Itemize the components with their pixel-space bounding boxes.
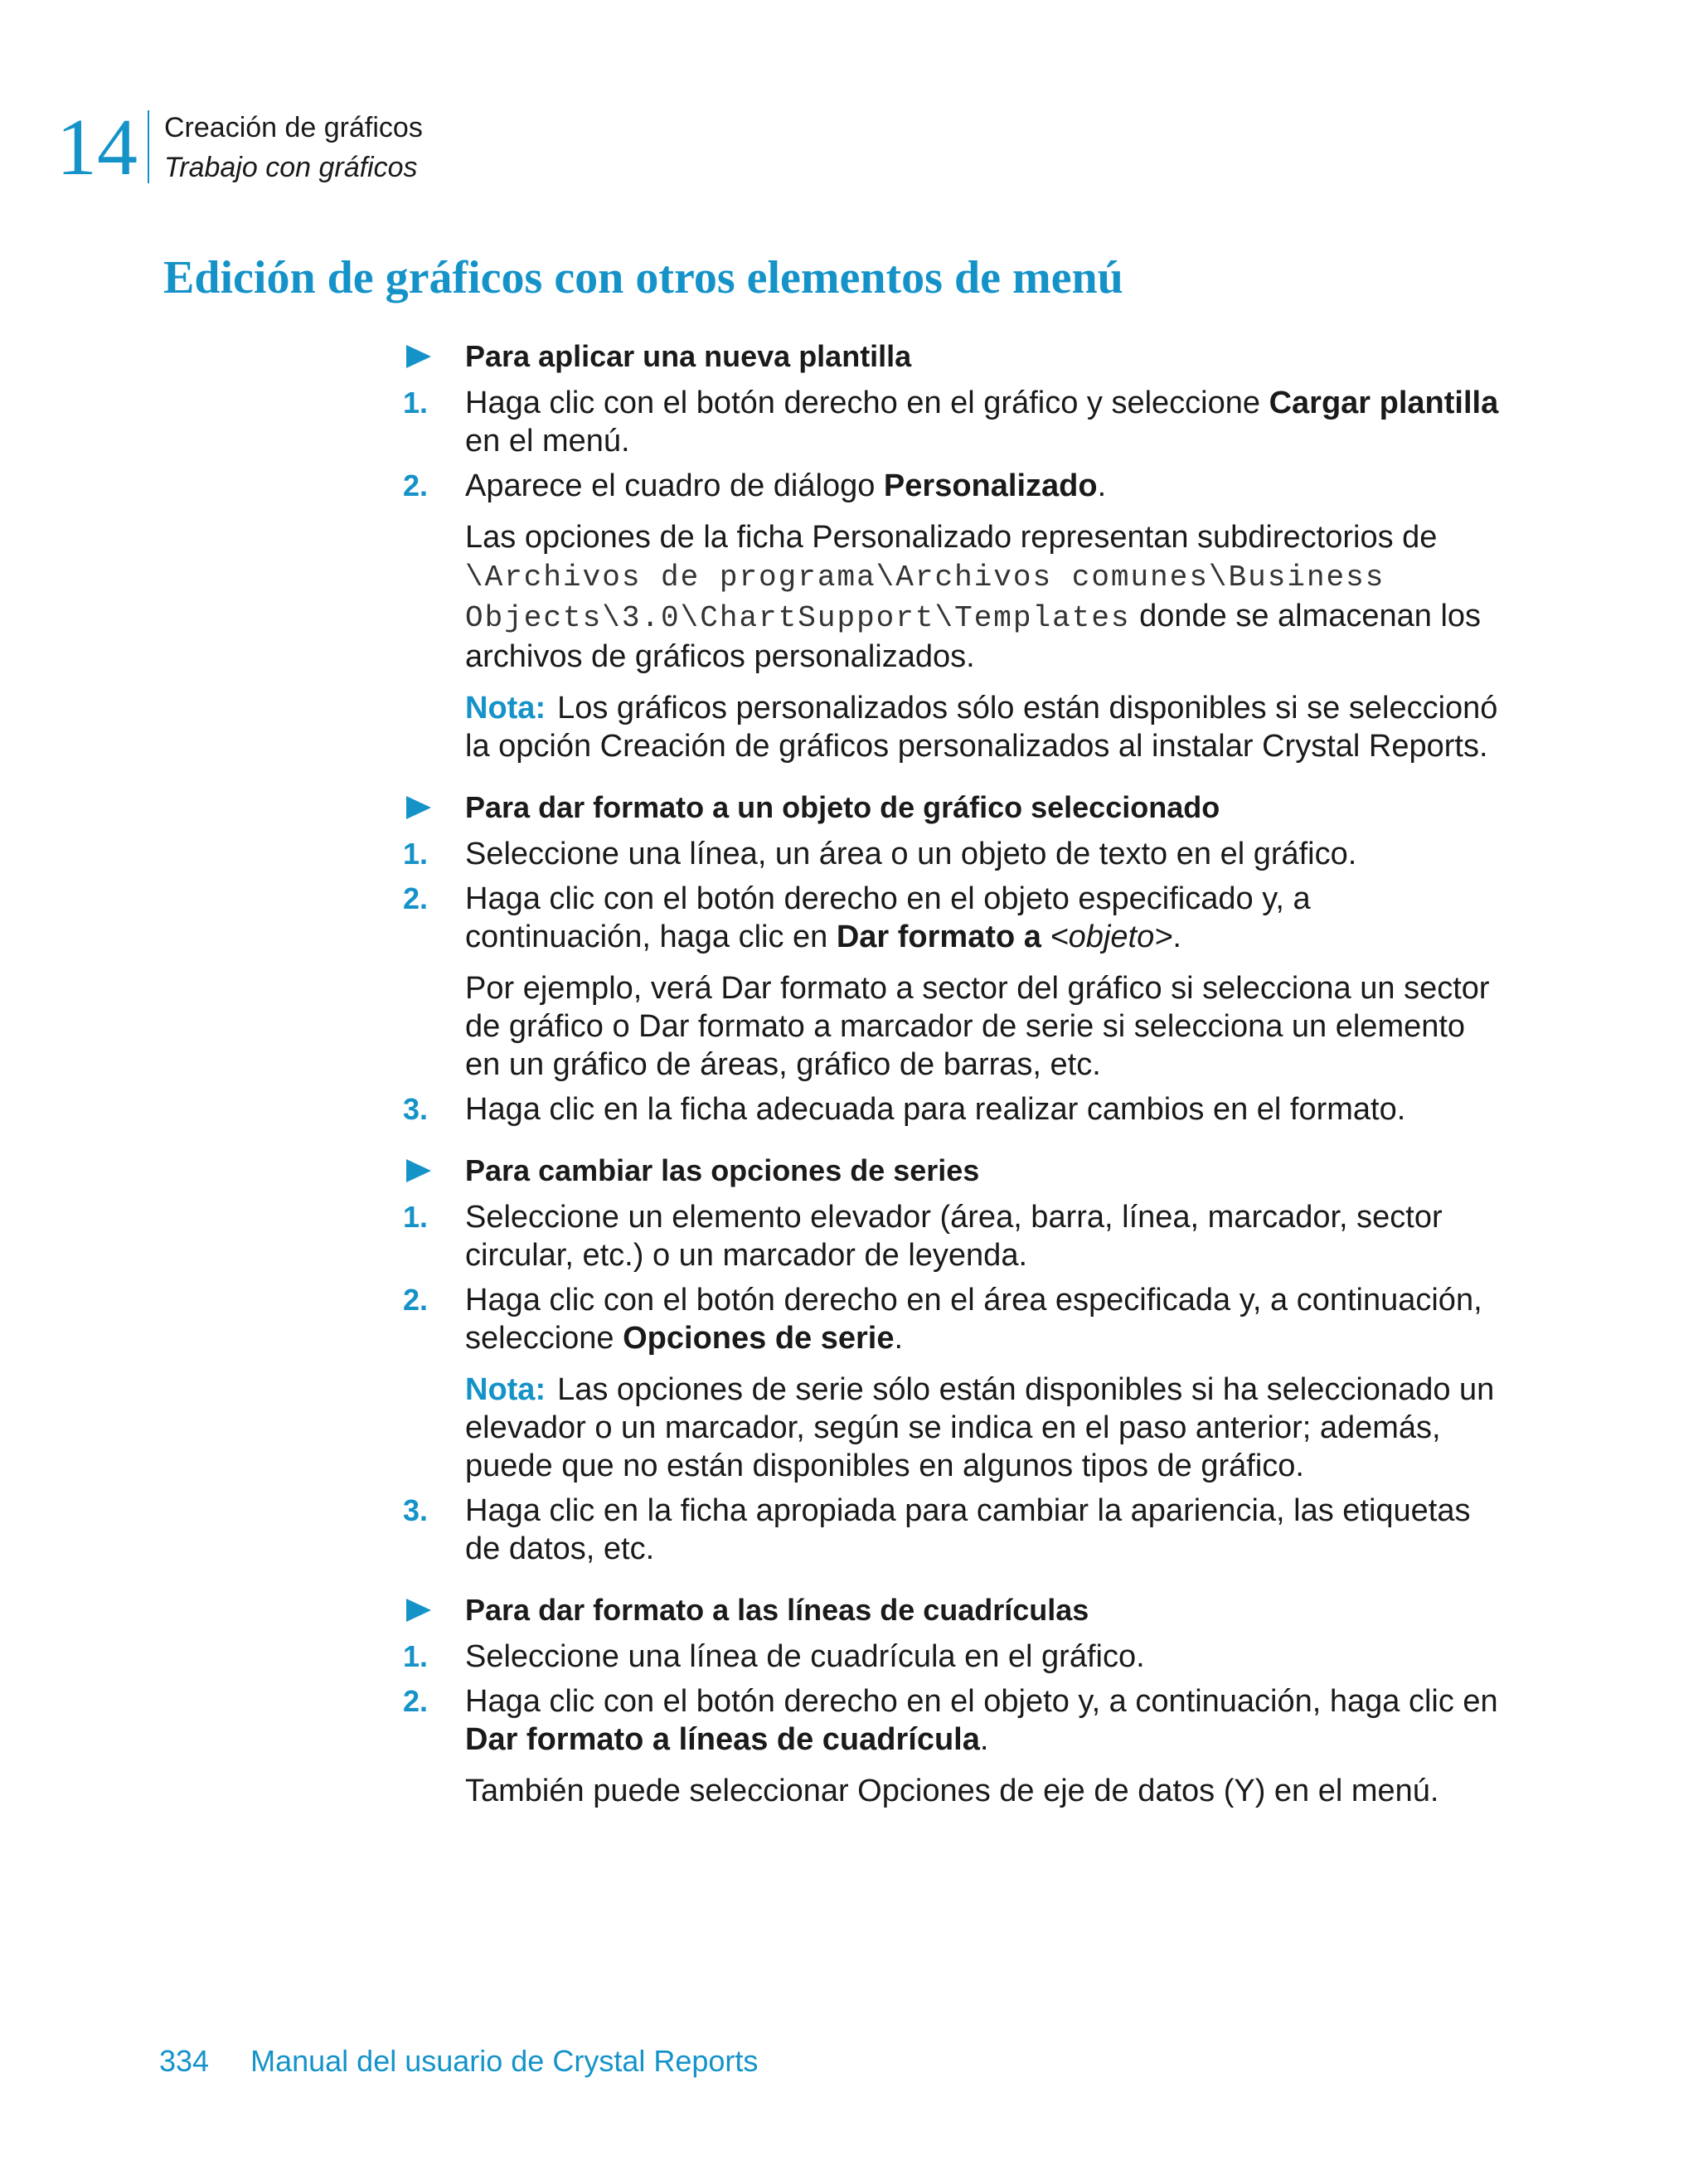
step-text: [465, 1682, 1502, 1759]
page-title: Edición de gráficos con otros elementos de menú: [163, 252, 1123, 303]
procedure-title: Para cambiar las opciones de series: [465, 1153, 980, 1187]
note-label: Nota:: [465, 1372, 546, 1407]
bold-term: Opciones de serie: [623, 1321, 895, 1356]
page-footer: [159, 2042, 758, 2080]
main-content: [0, 336, 1698, 1810]
step-text: [465, 880, 1502, 956]
procedure-title: Para dar formato a un objeto de gráfico seleccionado: [465, 790, 1220, 824]
text-run: Las opciones de la ficha Personalizado representan subdirectorios de: [465, 520, 1438, 555]
step-text: Seleccione un elemento elevador (área, barra, línea, marcador, sector circular, etc.) o un marcador de leyenda.: [465, 1200, 1443, 1273]
step-paragraph: También puede seleccionar Opciones de eje de datos (Y) en el menú.: [465, 1774, 1439, 1808]
step-text: [465, 467, 1502, 505]
text-run: en el menú.: [465, 424, 630, 459]
step-number: 2.: [403, 881, 429, 915]
text-run: .: [1097, 468, 1107, 503]
step-1: [0, 1638, 1502, 1676]
procedure-heading: [0, 787, 1698, 828]
book-title: Manual del usuario de Crystal Reports: [250, 2044, 759, 2078]
step-number: 1.: [403, 1200, 429, 1234]
triangle-bullet-icon: [406, 1159, 431, 1182]
italic-term: <objeto>: [1041, 920, 1173, 954]
chapter-title: Creación de gráficos: [164, 112, 423, 143]
file-path: \Archivos de programa\Archivos comunes\Business Objects\3.0\ChartSupport\Templates: [465, 561, 1385, 635]
procedure-heading: [0, 1150, 1698, 1191]
triangle-bullet-icon: [406, 1599, 431, 1622]
note-text: Los gráficos personalizados sólo están disponibles si se seleccionó la opción Creación de gráficos personalizados al instalar Crystal Reports.: [465, 691, 1498, 764]
step-number: 1.: [403, 1639, 429, 1673]
step-paragraph: [465, 518, 1502, 676]
procedure-apply-template: [0, 336, 1698, 765]
step-2: [0, 1281, 1502, 1485]
bold-term: Cargar plantilla: [1269, 386, 1499, 420]
text-run: Haga clic con el botón derecho en el objeto especificado y, a continuación, haga clic en: [465, 881, 1311, 954]
text-run: Haga clic con el botón derecho en el gráfico y seleccione: [465, 386, 1269, 420]
text-run: .: [1172, 920, 1181, 954]
bold-term: Personalizado: [883, 468, 1098, 503]
text-run: .: [894, 1321, 904, 1356]
text-run: donde se almacenan los archivos de gráficos personalizados.: [465, 599, 1482, 674]
step-text: [465, 384, 1502, 460]
text-run: Aparece el cuadro de diálogo: [465, 468, 884, 503]
page-number: 334: [159, 2044, 210, 2078]
procedure-heading: [0, 336, 1698, 377]
step-number: 3.: [403, 1092, 429, 1126]
text-run: Haga clic con el botón derecho en el objeto y, a continuación, haga clic en: [465, 1684, 1498, 1719]
step-2: [0, 1682, 1502, 1810]
text-run: .: [979, 1722, 989, 1757]
step-number: 2.: [403, 1684, 429, 1718]
step-number: 2.: [403, 1283, 429, 1317]
step-number: 1.: [403, 837, 429, 871]
step-text: Haga clic en la ficha adecuada para realizar cambios en el formato.: [465, 1092, 1406, 1127]
note-text: Las opciones de serie sólo están disponibles si ha seleccionado un elevador o un marcador, según se indica en el paso anterior; además, puede que no están disponibles en algunos tipos de gráfico.: [465, 1372, 1495, 1483]
step-text: [465, 1281, 1502, 1357]
section-title: Trabajo con gráficos: [164, 152, 418, 183]
bold-term: Dar formato a: [836, 920, 1041, 954]
note-label: Nota:: [465, 691, 546, 726]
bold-term: Dar formato a líneas de cuadrícula: [465, 1722, 980, 1757]
step-2: [0, 880, 1502, 1084]
procedure-title: Para aplicar una nueva plantilla: [465, 339, 912, 373]
triangle-bullet-icon: [406, 345, 431, 368]
step-number: 1.: [403, 386, 429, 420]
header-divider: [148, 110, 149, 183]
step-3: [0, 1492, 1502, 1568]
step-paragraph: Por ejemplo, verá Dar formato a sector del gráfico si selecciona un sector de gráfico o Dar formato a marcador de serie si selecciona un elemento en un gráfico de áreas, gráfico de barras, etc.: [465, 971, 1490, 1082]
procedure-title: Para dar formato a las líneas de cuadrículas: [465, 1593, 1089, 1627]
step-1: [0, 1198, 1502, 1274]
step-number: 3.: [403, 1493, 429, 1527]
note: [465, 689, 1502, 765]
triangle-bullet-icon: [406, 796, 431, 819]
note: [465, 1371, 1502, 1485]
step-text: Seleccione una línea de cuadrícula en el gráfico.: [465, 1639, 1145, 1674]
step-2: [0, 467, 1502, 765]
procedure-format-object: [0, 787, 1698, 1128]
step-1: [0, 384, 1502, 460]
step-number: 2.: [403, 468, 429, 502]
step-3: [0, 1090, 1502, 1128]
step-text: Seleccione una línea, un área o un objeto de texto en el gráfico.: [465, 837, 1357, 871]
procedure-format-gridlines: [0, 1589, 1698, 1810]
step-text: Haga clic en la ficha apropiada para cambiar la apariencia, las etiquetas de datos, etc.: [465, 1493, 1471, 1566]
procedure-heading: [0, 1589, 1698, 1631]
procedure-series-options: [0, 1150, 1698, 1568]
chapter-number: 14: [56, 103, 138, 192]
text-run: Haga clic con el botón derecho en el área especificada y, a continuación, seleccione: [465, 1283, 1482, 1356]
step-1: [0, 835, 1502, 873]
